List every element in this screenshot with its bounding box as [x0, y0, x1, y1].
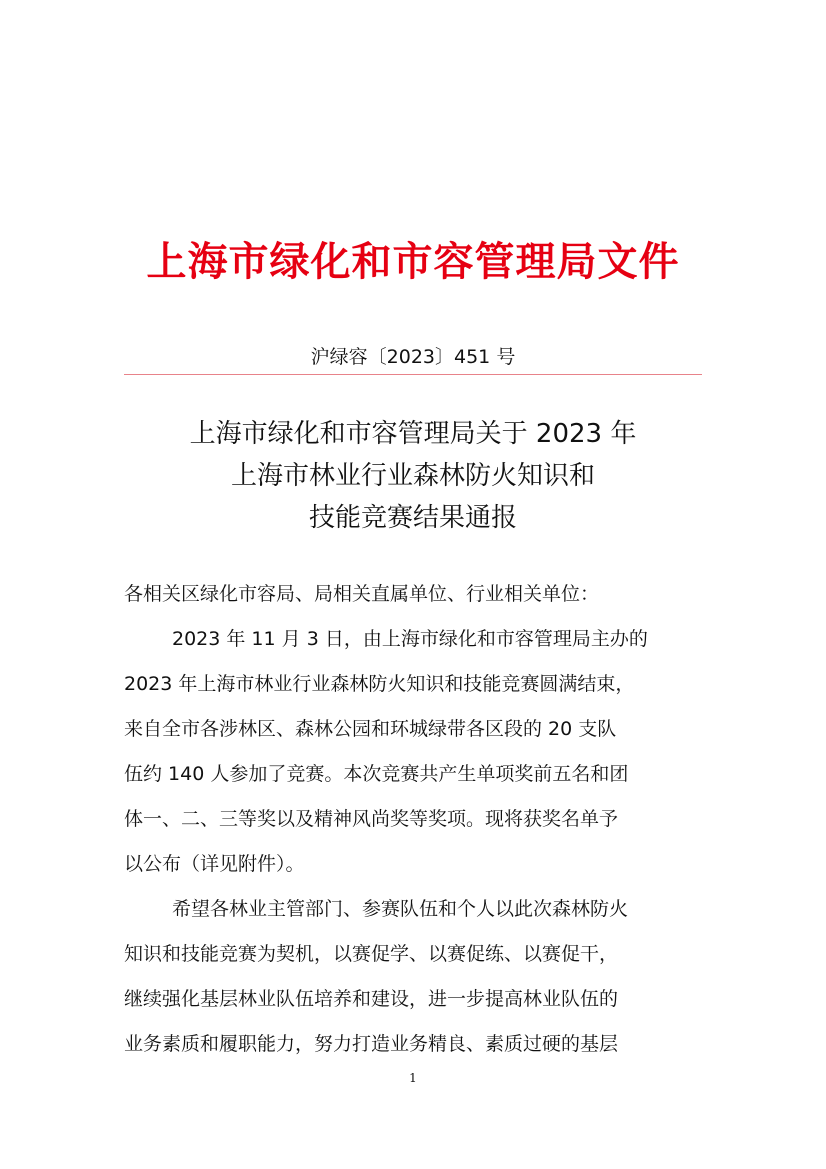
document-title	[0, 413, 826, 539]
paragraph-2-line: 知识和技能竞赛为契机，以赛促学、以赛促练、以赛促干，	[124, 943, 619, 965]
paragraph-1-line: 2023 年上海市林业行业森林防火知识和技能竞赛圆满结束，	[124, 673, 635, 695]
document-number: 沪绿容〔2023〕451 号	[310, 346, 516, 368]
salutation: 各相关区绿化市容局、局相关直属单位、行业相关单位：	[124, 583, 600, 605]
paragraph-1-line: 伍约 140 人参加了竞赛。本次竞赛共产生单项奖前五名和团	[124, 763, 629, 785]
paragraph-2-line: 希望各林业主管部门、参赛队伍和个人以此次森林防火	[172, 898, 629, 920]
title-line-3: 技能竞赛结果通报	[308, 503, 517, 533]
paragraph-2-line: 业务素质和履职能力，努力打造业务精良、素质过硬的基层	[124, 1033, 619, 1055]
paragraph-1-line: 以公布（详见附件）。	[124, 853, 305, 875]
title-line-2: 上海市林业行业森林防火知识和	[230, 461, 595, 491]
document-masthead: 上海市绿化和市容管理局文件	[146, 239, 680, 285]
page-number: 1	[409, 1071, 417, 1085]
paragraph-1-line: 2023 年 11 月 3 日，由上海市绿化和市容管理局主办的	[172, 628, 648, 650]
paragraph-2-line: 继续强化基层林业队伍培养和建设，进一步提高林业队伍的	[124, 988, 619, 1010]
title-line-1: 上海市绿化和市容管理局关于 2023 年	[189, 419, 637, 449]
red-divider-rule	[124, 374, 702, 375]
document-body	[124, 572, 704, 1067]
paragraph-1-line: 体一、二、三等奖以及精神风尚奖等奖项。现将获奖名单予	[124, 808, 619, 830]
paragraph-1-line: 来自全市各涉林区、森林公园和环城绿带各区段的 20 支队	[124, 718, 617, 740]
